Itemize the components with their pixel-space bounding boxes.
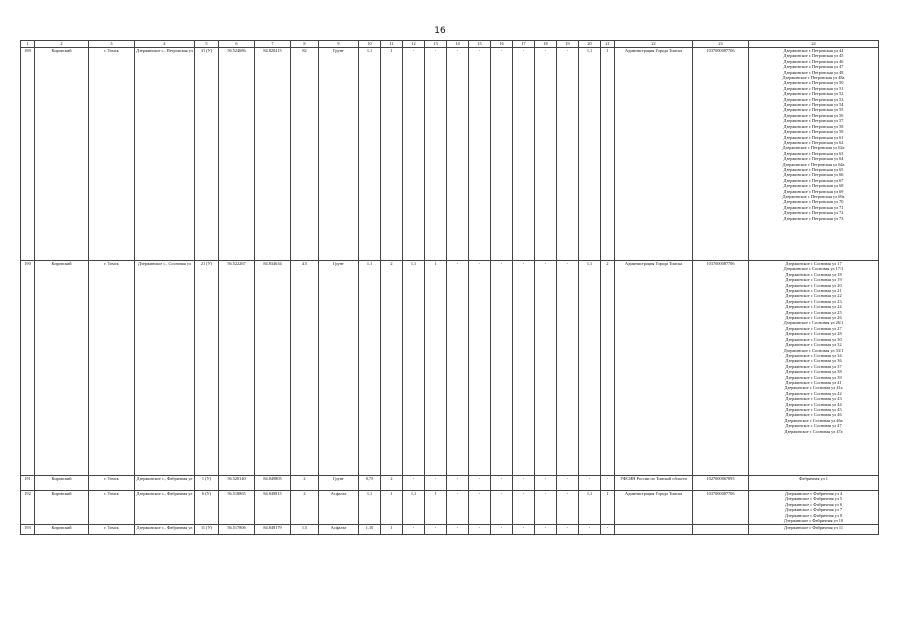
cell-index: 191 [21, 476, 35, 491]
cell-value: 1,1 [359, 491, 381, 525]
column-number: 23 [693, 41, 749, 48]
cell-index: 193 [21, 525, 35, 535]
cell-value: - [425, 476, 447, 491]
address-line: Дзержинское с Сосновая ул 42 [785, 390, 842, 396]
cell-addresses [749, 476, 879, 491]
address-line: Дзержинское с Сосновая ул 45 [785, 406, 842, 412]
address-line: Дзержинское с Сосновая ул 41а [784, 385, 843, 391]
address-line: Дзержинское с Фабричная ул 11 [784, 525, 843, 530]
cell-value: 1 [601, 48, 615, 261]
address-line: Дзержинское с Петровская ул 53 [783, 96, 844, 102]
cell-value: - [535, 525, 557, 535]
cell-value: 0,75 [359, 476, 381, 491]
cell-value: 1,1 [579, 491, 601, 525]
column-number-row [21, 41, 879, 48]
address-line: Дзержинское с Сосновая ул 46 [785, 412, 842, 418]
cell-longitude: 84.849815 [255, 491, 291, 525]
table-row [21, 48, 879, 261]
cell-value: - [425, 525, 447, 535]
cell-city: г. Томск [89, 525, 135, 535]
address-line: Дзержинское с Петровская ул 72 [783, 210, 844, 216]
address-line: Дзержинское с Петровская ул 48а [782, 75, 845, 81]
cell-value: - [601, 476, 615, 491]
cell-location: Дзержинское с., Сосновая ул [135, 261, 195, 476]
cell-value: - [469, 48, 491, 261]
address-line: Дзержинское с Фабричная ул 5 [785, 496, 842, 502]
cell-value: - [447, 491, 469, 525]
address-line: Дзержинское с Сосновая ул 25 [785, 309, 842, 315]
cell-surface: Асфальт [319, 491, 359, 525]
column-number: 11 [381, 41, 403, 48]
address-line: Дзержинское с Сосновая ул 20 [785, 282, 842, 288]
cell-surface: Грунт [319, 48, 359, 261]
address-line: Дзержинское с Сосновая ул 17 [785, 261, 842, 266]
address-line: Дзержинское с Сосновая ул 44 [785, 401, 842, 407]
cell-longitude: 84.849805 [255, 476, 291, 491]
cell-area: 1.5 [291, 525, 319, 535]
cell-value: - [469, 525, 491, 535]
address-line: Дзержинское с Сосновая ул 36 [785, 358, 842, 364]
cell-value: - [447, 525, 469, 535]
cell-addresses [749, 261, 879, 476]
table-row [21, 525, 879, 535]
cell-value: - [557, 491, 579, 525]
address-line: Дзержинское с Сосновая ул 37 [785, 363, 842, 369]
cell-district: Кировский [35, 476, 89, 491]
address-line: Дзержинское с Петровская ул 56 [783, 112, 844, 118]
column-number: 10 [359, 41, 381, 48]
address-line: Дзержинское с Петровская ул 69а [782, 193, 845, 199]
cell-ogrn: 1037000087706 [693, 261, 749, 476]
address-line: Дзержинское с Петровская ул 48 [783, 69, 844, 75]
cell-city: г. Томск [89, 261, 135, 476]
cell-city: г. Томск [89, 476, 135, 491]
address-line: Дзержинское с Сосновая ул 34 [785, 352, 842, 358]
column-number: 17 [513, 41, 535, 48]
cell-number: 11 (У) [195, 525, 219, 535]
address-line: Дзержинское с Сосновая ул 18 [785, 271, 842, 277]
cell-value: - [579, 476, 601, 491]
address-line: Дзержинское с Сосновая ул 24 [785, 304, 842, 310]
cell-value: - [513, 525, 535, 535]
cell-value: 2 [381, 261, 403, 476]
cell-number: 31 (У) [195, 48, 219, 261]
cell-value: - [513, 261, 535, 476]
cell-district: Кировский [35, 525, 89, 535]
cell-latitude: 56.524686 [219, 48, 255, 261]
cell-value: - [557, 261, 579, 476]
address-line: Дзержинское с Петровская ул 69 [783, 188, 844, 194]
address-line: Дзержинское с Петровская ул 55 [783, 107, 844, 113]
address-line: Дзержинское с Сосновая ул 26/1 [783, 320, 844, 326]
address-line: Дзержинское с Сосновая ул 21 [785, 288, 842, 294]
address-line: Дзержинское с Петровская ул 73 [783, 215, 844, 221]
cell-longitude: 84.834634 [255, 261, 291, 476]
cell-value: - [513, 48, 535, 261]
cell-value: 1,1 [403, 261, 425, 476]
cell-area: 2 [291, 476, 319, 491]
cell-city: г. Томск [89, 48, 135, 261]
cell-location: Дзержинское с., Фабричная ул [135, 491, 195, 525]
cell-value: 1 [601, 491, 615, 525]
cell-value: - [557, 525, 579, 535]
address-line: Дзержинское с Сосновая ул 30 [785, 336, 842, 342]
address-line: Дзержинское с Петровская ул 71 [783, 204, 844, 210]
cell-owner [615, 525, 693, 535]
cell-value: - [469, 476, 491, 491]
cell-number: 6 (У) [195, 491, 219, 525]
cell-value: - [403, 48, 425, 261]
cell-latitude: 56.517806 [219, 525, 255, 535]
cell-owner: Администрация Города Томска [615, 491, 693, 525]
cell-value: - [557, 48, 579, 261]
cell-latitude: 56.522267 [219, 261, 255, 476]
cell-location: Дзержинское с., Фабричная ул [135, 525, 195, 535]
cell-latitude: 56.518865 [219, 491, 255, 525]
cell-number: 21 (У) [195, 261, 219, 476]
cell-owner: Администрация Города Томска [615, 261, 693, 476]
cell-value: 1 [381, 525, 403, 535]
column-number: 16 [491, 41, 513, 48]
cell-value: 1,1 [359, 48, 381, 261]
address-line: Дзержинское с Сосновая ул 23 [785, 298, 842, 304]
cell-district: Кировский [35, 491, 89, 525]
table-row [21, 476, 879, 491]
cell-value: 1,1 [359, 261, 381, 476]
address-line: Дзержинское с Фабричная ул 8 [785, 512, 842, 518]
cell-value: 1 [425, 261, 447, 476]
column-number: 4 [135, 41, 195, 48]
address-line: Фабричная ул 1 [799, 476, 828, 481]
address-line: Дзержинское с Петровская ул 65 [783, 166, 844, 172]
cell-number: 1 (У) [195, 476, 219, 491]
column-number: 9 [319, 41, 359, 48]
cell-location: Дзержинское с., Петровская ул [135, 48, 195, 261]
cell-surface: Асфальт [319, 525, 359, 535]
address-line: Дзержинское с Петровская ул 64а [782, 161, 845, 167]
cell-location: Дзержинское с., Фабричная ул [135, 476, 195, 491]
address-line: Дзержинское с Петровская ул 62 [783, 139, 844, 145]
address-line: Дзержинское с Петровская ул 51 [783, 85, 844, 91]
cell-addresses [749, 491, 879, 525]
address-line: Дзержинское с Сосновая ул 19 [785, 277, 842, 283]
cell-latitude: 56.520140 [219, 476, 255, 491]
cell-value: - [491, 491, 513, 525]
column-number: 7 [255, 41, 291, 48]
address-line: Дзержинское с Петровская ул 46 [783, 58, 844, 64]
address-line: Дзержинское с Сосновая ул 41 [785, 379, 842, 385]
address-line: Дзержинское с Сосновая ул 32 [785, 342, 842, 348]
cell-surface: Грунт [319, 476, 359, 491]
address-line: Дзержинское с Петровская ул 52 [783, 91, 844, 97]
cell-value: - [469, 491, 491, 525]
column-number: 1 [21, 41, 35, 48]
column-number: 12 [403, 41, 425, 48]
column-number: 15 [469, 41, 491, 48]
address-line: Дзержинское с Петровская ул 50 [783, 80, 844, 86]
cell-district: Кировский [35, 48, 89, 261]
address-line: Дзержинское с Фабричная ул 6 [785, 501, 842, 507]
address-line: Дзержинское с Петровская ул 62а [782, 145, 845, 151]
column-number: 13 [425, 41, 447, 48]
cell-value: - [447, 48, 469, 261]
page-number: 16 [434, 26, 446, 36]
address-line: Дзержинское с Сосновая ул 17/1 [783, 266, 844, 272]
cell-value: 2 [601, 261, 615, 476]
cell-surface: Грунт [319, 261, 359, 476]
cell-value: - [535, 48, 557, 261]
cell-value: - [425, 48, 447, 261]
cell-value: - [513, 491, 535, 525]
cell-value: - [535, 491, 557, 525]
cell-ogrn [693, 525, 749, 535]
column-number: 14 [447, 41, 469, 48]
address-line: Дзержинское с Петровская ул 66 [783, 172, 844, 178]
address-line: Дзержинское с Сосновая ул 22 [785, 293, 842, 299]
cell-value: - [491, 48, 513, 261]
cell-ogrn: 1037000087706 [693, 491, 749, 525]
cell-value: 1 [381, 491, 403, 525]
cell-area: 4.5 [291, 261, 319, 476]
column-number: 21 [601, 41, 615, 48]
column-number: 20 [579, 41, 601, 48]
address-line: Дзержинское с Петровская ул 67 [783, 177, 844, 183]
cell-ogrn: 1037000087706 [693, 48, 749, 261]
address-line: Дзержинское с Петровская ул 63 [783, 150, 844, 156]
address-line: Дзержинское с Петровская ул 61 [783, 134, 844, 140]
cell-value: - [491, 476, 513, 491]
column-number: 3 [89, 41, 135, 48]
address-line: Дзержинское с Петровская ул 47 [783, 64, 844, 70]
address-line: Дзержинское с Сосновая ул 26 [785, 315, 842, 321]
cell-value: 2 [381, 476, 403, 491]
cell-longitude: 84.848179 [255, 525, 291, 535]
address-line: Дзержинское с Сосновая ул 33/1 [783, 347, 844, 353]
column-number: 8 [291, 41, 319, 48]
cell-city: г. Томск [89, 491, 135, 525]
column-number: 18 [535, 41, 557, 48]
cell-value: - [513, 476, 535, 491]
cell-addresses [749, 525, 879, 535]
address-line: Дзержинское с Сосновая ул 47а [784, 428, 843, 434]
cell-value: 1,1 [403, 491, 425, 525]
address-line: Дзержинское с Сосновая ул 46а [784, 417, 843, 423]
address-line: Дзержинское с Петровская ул 45 [783, 53, 844, 59]
address-line: Дзержинское с Петровская ул 58 [783, 123, 844, 129]
cell-value: 1,1 [579, 261, 601, 476]
cell-area: 2 [291, 491, 319, 525]
address-line: Дзержинское с Сосновая ул 39 [785, 374, 842, 380]
cell-addresses [749, 48, 879, 261]
column-number: 2 [35, 41, 89, 48]
column-number: 5 [195, 41, 219, 48]
table-row [21, 491, 879, 525]
cell-value: - [535, 476, 557, 491]
cell-owner: Администрация Города Томска [615, 48, 693, 261]
address-line: Дзержинское с Петровская ул 64 [783, 156, 844, 162]
column-number: 6 [219, 41, 255, 48]
address-line: Дзержинское с Петровская ул 70 [783, 199, 844, 205]
address-line: Дзержинское с Фабричная ул 4 [785, 491, 842, 496]
cell-value: - [403, 525, 425, 535]
cell-index: 192 [21, 491, 35, 525]
address-line: Дзержинское с Фабричная ул 10 [783, 518, 844, 524]
column-number: 19 [557, 41, 579, 48]
cell-value: - [469, 261, 491, 476]
cell-value: - [491, 261, 513, 476]
address-line: Дзержинское с Петровская ул 44 [783, 48, 844, 53]
address-line: Дзержинское с Сосновая ул 28 [785, 331, 842, 337]
registry-table [20, 40, 879, 535]
column-number: 22 [615, 41, 693, 48]
address-line: Дзержинское с Сосновая ул 27 [785, 325, 842, 331]
cell-index: 189 [21, 48, 35, 261]
address-line: Дзержинское с Сосновая ул 43 [785, 396, 842, 402]
cell-value: 1,10 [359, 525, 381, 535]
cell-value: - [491, 525, 513, 535]
column-number: 24 [749, 41, 879, 48]
cell-ogrn: 1027000867895 [693, 476, 749, 491]
cell-value: - [447, 476, 469, 491]
address-line: Дзержинское с Сосновая ул 47 [785, 423, 842, 429]
cell-district: Кировский [35, 261, 89, 476]
table-row [21, 261, 879, 476]
address-line: Дзержинское с Петровская ул 59 [783, 129, 844, 135]
cell-longitude: 84.820415 [255, 48, 291, 261]
cell-value: - [447, 261, 469, 476]
address-line: Дзержинское с Сосновая ул 38 [785, 369, 842, 375]
address-line: Дзержинское с Петровская ул 68 [783, 183, 844, 189]
cell-area: 82 [291, 48, 319, 261]
cell-value: 1 [381, 48, 403, 261]
cell-value: - [403, 476, 425, 491]
address-line: Дзержинское с Петровская ул 54 [783, 102, 844, 108]
cell-owner: УФСИН России по Томской области [615, 476, 693, 491]
cell-value: - [557, 476, 579, 491]
cell-value: 1 [425, 491, 447, 525]
cell-index: 190 [21, 261, 35, 476]
cell-value: 1,1 [579, 48, 601, 261]
cell-value: - [535, 261, 557, 476]
cell-value: - [601, 525, 615, 535]
address-line: Дзержинское с Фабричная ул 7 [785, 507, 842, 513]
cell-value: - [579, 525, 601, 535]
address-line: Дзержинское с Петровская ул 57 [783, 118, 844, 124]
